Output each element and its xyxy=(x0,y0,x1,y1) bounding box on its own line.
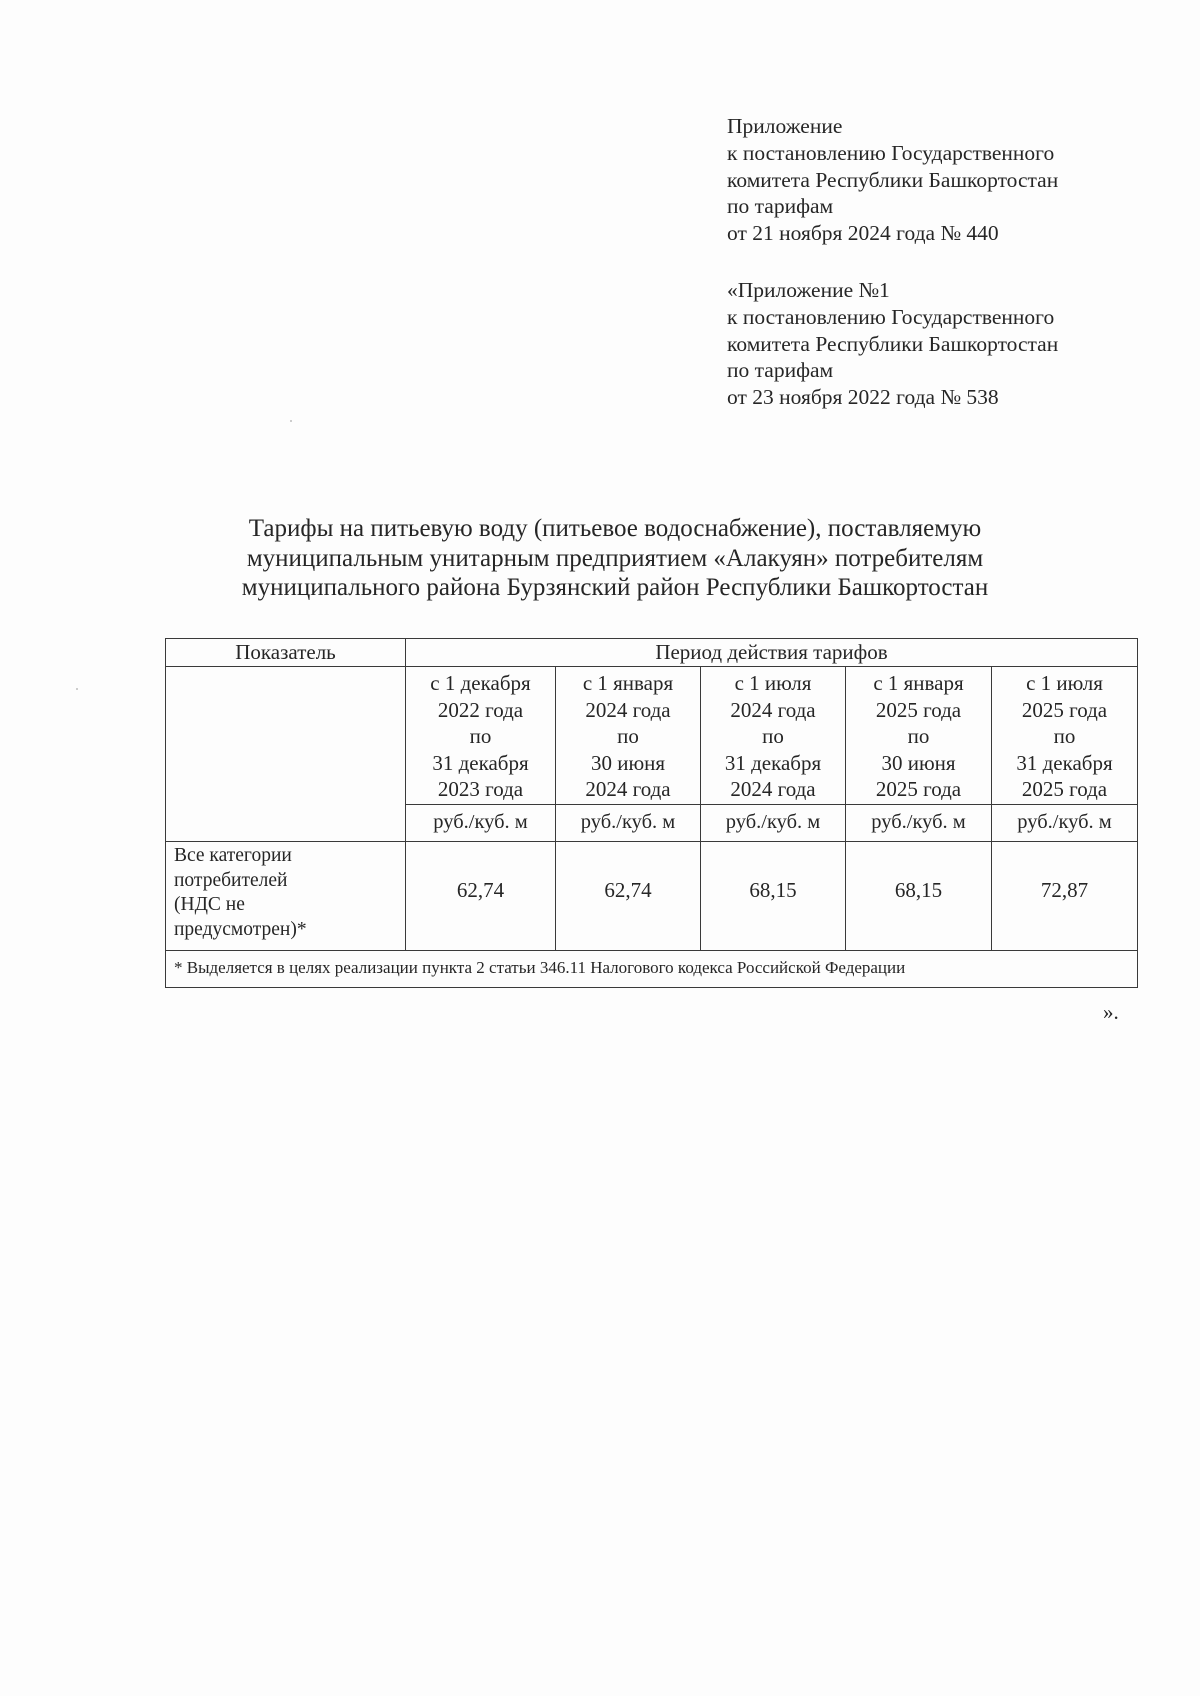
row-label-line: предусмотрен)* xyxy=(174,918,307,940)
unit-cell: руб./куб. м xyxy=(846,805,992,842)
tariff-value: 68,15 xyxy=(701,842,846,951)
table-header-row xyxy=(166,639,1138,667)
title-line: муниципальным унитарным предприятием «Алакуян» потребителям xyxy=(246,544,984,572)
period-cell xyxy=(846,667,992,805)
row-label-line: (НДС не xyxy=(174,894,245,915)
period-line: по xyxy=(617,724,639,748)
period-line: 31 декабря xyxy=(432,750,529,775)
attachment-line: по тарифам xyxy=(727,194,834,219)
period-line: 2024 года xyxy=(730,697,816,722)
attachment-line: от 23 ноября 2022 года № 538 xyxy=(727,385,999,410)
period-line: с 1 июля xyxy=(734,671,812,695)
period-line: 2022 года xyxy=(437,697,524,722)
period-line: по xyxy=(907,724,930,748)
period-line: по xyxy=(469,724,492,748)
unit-cell: руб./куб. м xyxy=(556,805,701,842)
footnote: * Выделяется в целях реализации пункта 2 статьи 346.11 Налогового кодекса Российской Федерации xyxy=(166,951,1138,988)
unit-cell: руб./куб. м xyxy=(406,805,556,842)
period-line: 2025 года xyxy=(1021,777,1108,801)
tariff-value: 68,15 xyxy=(846,842,992,951)
header-period: Период действия тарифов xyxy=(406,639,1138,667)
title-line: Тарифы на питьевую воду (питьевое водоснабжение), поставляемую xyxy=(248,515,982,542)
attachment-line: к постановлению Государственного xyxy=(727,140,1055,165)
period-line: с 1 декабря xyxy=(430,671,531,695)
attachment-line: комитета Республики Башкортостан xyxy=(727,331,1059,356)
header-indicator: Показатель xyxy=(166,639,406,667)
tariff-value: 62,74 xyxy=(406,842,556,951)
attachment-note-previous xyxy=(727,277,1058,411)
footnote-row xyxy=(166,951,1138,988)
attachment-line: к постановлению Государственного xyxy=(727,304,1055,329)
attachment-line: по тарифам xyxy=(727,358,834,383)
period-cell xyxy=(406,667,556,805)
scan-speck xyxy=(290,420,292,422)
tariff-value: 72,87 xyxy=(992,842,1138,951)
empty-cell xyxy=(166,667,406,842)
row-label-line: потребителей xyxy=(174,869,288,891)
period-line: 2025 года xyxy=(875,697,962,722)
tariff-value: 62,74 xyxy=(556,842,701,951)
period-line: 2024 года xyxy=(585,697,671,722)
scan-speck xyxy=(76,688,78,690)
period-line: 2024 года xyxy=(585,777,671,801)
period-row xyxy=(166,667,1138,805)
period-line: 2025 года xyxy=(1021,697,1108,722)
unit-cell: руб./куб. м xyxy=(992,805,1138,842)
table-row xyxy=(166,842,1138,951)
period-line: 31 декабря xyxy=(724,750,822,775)
closing-quote-mark: ». xyxy=(1103,1000,1119,1024)
attachment-line: от 21 ноября 2024 года № 440 xyxy=(727,221,999,246)
attachment-line: «Приложение №1 xyxy=(727,278,890,302)
tariff-table xyxy=(165,638,1138,988)
document-title xyxy=(150,514,1080,603)
period-line: 30 июня xyxy=(881,750,956,775)
period-line: 2023 года xyxy=(437,777,524,801)
unit-cell: руб./куб. м xyxy=(701,805,846,842)
period-line: по xyxy=(1053,724,1076,748)
attachment-line: Приложение xyxy=(727,114,843,138)
period-cell xyxy=(992,667,1138,805)
period-line: 30 июня xyxy=(590,750,666,775)
row-label xyxy=(166,842,406,951)
title-line: муниципального района Бурзянский район Республики Башкортостан xyxy=(241,574,989,601)
attachment-line: комитета Республики Башкортостан xyxy=(727,167,1059,192)
period-line: по xyxy=(762,724,784,748)
period-line: с 1 января xyxy=(873,671,964,695)
period-line: с 1 июля xyxy=(1026,671,1103,695)
period-cell xyxy=(556,667,701,805)
period-line: 2024 года xyxy=(730,777,816,801)
attachment-note-current xyxy=(727,113,1058,247)
row-label-line: Все категории xyxy=(174,845,292,866)
period-cell xyxy=(701,667,846,805)
period-line: 31 декабря xyxy=(1016,750,1113,775)
period-line: с 1 января xyxy=(582,671,674,695)
period-line: 2025 года xyxy=(875,777,962,801)
